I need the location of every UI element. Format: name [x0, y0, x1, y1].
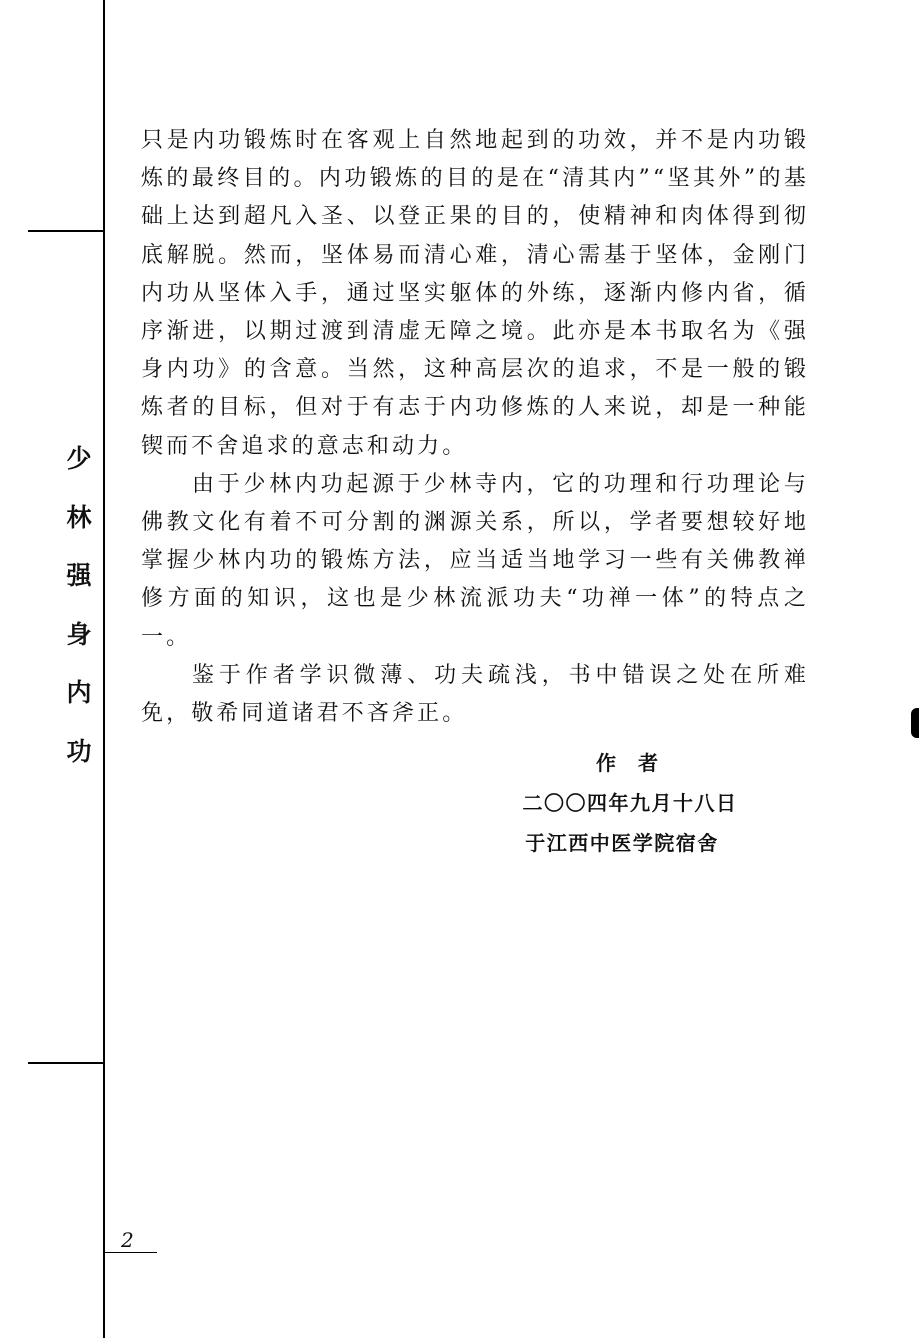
margin-divider-top: [28, 230, 104, 232]
running-title-char: 林: [66, 502, 92, 532]
paragraph: 只是内功锻炼时在客观上自然地起到的功效，并不是内功锻炼的最终目的。内功锻炼的目的是在“清其内”“坚其外”的基础上达到超凡入圣、以登正果的目的，使精神和肉体得到彻底解脱。然而，坚体易而清心难，清心需基于坚体，金刚门内功从坚体入手，通过坚实躯体的外练，逐渐内修内省，循序渐进，以期过渡到清虚无障之境。此亦是本书取名为《强身内功》的含意。当然，这种高层次的追求，不是一般的锻炼者的目标，但对于有志于内功修炼的人来说，却是一种能锲而不舍追求的意志和动力。: [141, 128, 809, 459]
running-title: [58, 430, 100, 782]
page-number: 2: [121, 1228, 134, 1252]
margin-rule: [103, 0, 105, 1338]
body-text: [141, 122, 809, 733]
running-title-char: 身: [66, 619, 92, 649]
margin-divider-bottom: [28, 1062, 104, 1064]
running-title-char: 功: [66, 736, 92, 766]
running-title-char: 强: [66, 561, 92, 591]
paragraph: 鉴于作者学识微薄、功夫疏浅，书中错误之处在所难免，敬希同道诸君不吝斧正。: [141, 662, 809, 727]
page-edge-tab: [911, 708, 919, 738]
running-title-char: 少: [66, 444, 92, 473]
paragraph: 由于少林内功起源于少林寺内，它的功理和行功理论与佛教文化有着不可分割的渊源关系，所以，学者要想较好地掌握少林内功的锻炼方法，应当适当地学习一些有关佛教禅修方面的知识，这也是少林流派功夫“功禅一体”的特点之一。: [141, 471, 809, 650]
running-title-char: 内: [66, 678, 92, 708]
signature-block: [480, 743, 780, 863]
page-number-rule: [103, 1252, 157, 1253]
signature-place: 于江西中医学院宿舍: [525, 831, 719, 855]
signature-author: 作者: [596, 751, 680, 775]
signature-date: 二〇〇四年九月十八日: [522, 791, 738, 815]
